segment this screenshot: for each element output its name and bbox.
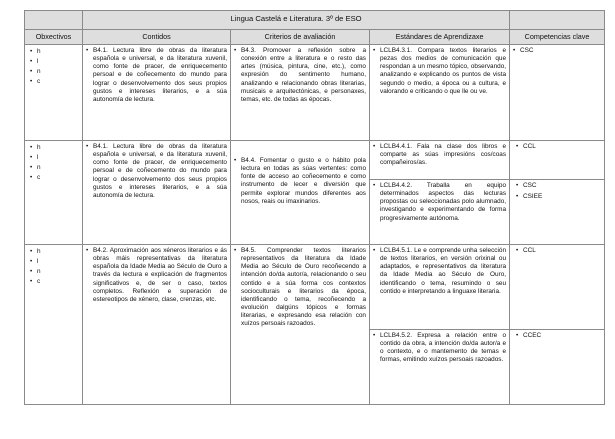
criterion-text: B4.5. Comprender textos literarios representativos da literatura da Idade Media ao Século de Ouro recoñecendo a intención do/da autor/a, relacionando o seu contido e a súa forma cos contextos socioculturais e literarios da época, identificando o tema, recoñecendo a evolución dalgúns tópicos e formas literarias, e expresando esa relación con xuízos persoais razoados.: [241, 247, 366, 328]
bullet-icon: •: [373, 182, 376, 190]
table-row: [25, 141, 605, 245]
standard-text: LCLB4.5.2. Expresa a relación entre o contido da obra, a intención do/da autor/a e o contexto, e o mantemento de temas e formas, emitindo xuízos persoais razoados.: [380, 332, 507, 364]
header-competences: Competencias clave: [510, 30, 605, 45]
bullet-icon: •: [30, 48, 33, 56]
bullet-icon: •: [516, 247, 519, 255]
bullet-icon: •: [30, 268, 33, 276]
bullet-icon: •: [373, 332, 376, 340]
standards-cell: [370, 45, 510, 141]
objective-item: l: [37, 258, 39, 266]
objectives-cell: [25, 45, 83, 141]
bullet-icon: •: [30, 258, 33, 266]
content-cell: [83, 245, 231, 405]
criterion-text: B4.3. Promover a reflexión sobre a conexión entre a literatura e o resto das artes (música, pintura, cine, etc.), como expresión do sentimento humano, analizando e relacionando obras literarias, musicais e arquitectónicas, e personaxes, temas, etc. de todas as épocas.: [241, 47, 366, 103]
objective-item: h: [37, 144, 41, 152]
title-blank-cell: [510, 11, 605, 30]
competences-cell: [510, 245, 605, 405]
competence-item: CCEC: [523, 332, 542, 340]
competence-item: CCL: [523, 247, 536, 255]
criterion-cell: [231, 45, 370, 141]
bullet-icon: •: [86, 247, 89, 255]
competence-item: CSC: [523, 182, 537, 190]
bullet-icon: •: [513, 47, 516, 55]
criterion-text: B4.4. Fomentar o gusto e o hábito pola lectura en todas as súas vertentes: como fonte de acceso ao coñecemento e como instrumento de lecer e diversión que permite explorar mundos diferentes aos nosos, reais ou imaxinarios.: [241, 157, 366, 205]
criterion-cell: [231, 245, 370, 405]
bullet-icon: •: [373, 47, 376, 55]
bullet-icon: •: [86, 143, 89, 151]
bullet-icon: •: [30, 174, 33, 182]
table-row: [25, 245, 605, 405]
criterion-cell: [231, 141, 370, 245]
objective-item: l: [37, 58, 39, 66]
curriculum-table: [24, 10, 605, 405]
bullet-icon: •: [373, 143, 376, 151]
objective-item: l: [37, 154, 39, 162]
bullet-icon: •: [234, 247, 237, 255]
bullet-icon: •: [373, 247, 376, 255]
content-text: B4.2. Aproximación aos xéneros literarios e ás obras máis representativas da literatura española da Idade Media ao Século de Ouro a través da lectura e explicación de fragmentos significativos e, de ser o caso, textos completos. Reflexión e superación de estereotipos de xénero, clase, crenzas, etc.: [93, 247, 227, 303]
standards-cell: [370, 141, 510, 245]
standard-text: LCLB4.3.1. Compara textos literarios e pezas dos medios de comunicación que respondan a un mesmo tópico, observando, analizando e explicando os puntos de vista segundo o medio, a época ou a cultura, e valorando e criticando o que lle ou ve.: [380, 47, 507, 95]
competence-item: CSC: [520, 47, 534, 55]
header-contents: Contidos: [83, 30, 231, 45]
bullet-icon: •: [30, 164, 33, 172]
objectives-cell: [25, 141, 83, 245]
table-row: [25, 45, 605, 141]
header-objectives: Obxectivos: [25, 30, 83, 45]
bullet-icon: •: [516, 332, 519, 340]
content-text: B4.1. Lectura libre de obras da literatura española e universal, e da literatura xuvenil, como fonte de pracer, de enriquecemento persoal e de coñecemento do mundo para lograr o desenvolvemento dos seus propios gustos e intereses literarios, e a súa autonomía de lectura.: [93, 47, 227, 103]
bullet-icon: •: [516, 182, 519, 190]
bullet-icon: •: [30, 278, 33, 286]
standards-cell: [370, 245, 510, 405]
bullet-icon: •: [30, 144, 33, 152]
bullet-icon: •: [30, 58, 33, 66]
objectives-cell: [25, 245, 83, 405]
content-text: B4.1. Lectura libre de obras da literatura española e universal, e da literatura xuvenil, como fonte de pracer, de enriquecemento persoal e de coñecemento do mundo para lograr o desenvolvemento dos seus propios gustos e intereses literarios, e a súa autonomía de lectura.: [93, 143, 227, 199]
bullet-icon: •: [30, 78, 33, 86]
competence-item: CCL: [523, 143, 536, 151]
standard-text: LCLB4.4.1. Fala na clase dos libros e comparte as súas impresións cos/coas compañeiros/as.: [380, 143, 507, 167]
objective-item: h: [37, 248, 41, 256]
bullet-icon: •: [30, 248, 33, 256]
table-title: Lingua Castelá e Literatura. 3º de ESO: [83, 11, 510, 30]
header-standards: Estándares de Aprendizaxe: [370, 30, 510, 45]
bullet-icon: •: [30, 68, 33, 76]
competence-item: CSIEE: [523, 193, 543, 201]
bullet-icon: •: [516, 193, 519, 201]
competences-cell: [510, 45, 605, 141]
standard-text: LCLB4.4.2. Traballa en equipo determinados aspectos das lecturas propostas ou seleccionadas polo alumnado, investigando e experimentando de forma progresivamente autónoma.: [380, 182, 507, 222]
objective-item: c: [37, 78, 41, 86]
objective-item: n: [37, 68, 41, 76]
bullet-icon: •: [30, 154, 33, 162]
content-cell: [83, 141, 231, 245]
objective-item: c: [37, 174, 41, 182]
bullet-icon: •: [234, 157, 237, 165]
objective-item: h: [37, 48, 41, 56]
content-cell: [83, 45, 231, 141]
standard-text: LCLB4.5.1. Le e comprende unha selección de textos literarios, en versión orixinal ou adaptados, e representativos da literatura da Idade Media ao Século de Ouro, identificando o tema, resumindo o seu contido e interpretando a linguaxe literaria.: [380, 247, 507, 295]
bullet-icon: •: [516, 143, 519, 151]
objective-item: n: [37, 164, 41, 172]
objective-item: n: [37, 268, 41, 276]
title-blank-cell: [25, 11, 83, 30]
objective-item: c: [37, 278, 41, 286]
bullet-icon: •: [234, 47, 237, 55]
bullet-icon: •: [86, 47, 89, 55]
competences-cell: [510, 141, 605, 245]
header-criteria: Criterios de avaliación: [231, 30, 370, 45]
